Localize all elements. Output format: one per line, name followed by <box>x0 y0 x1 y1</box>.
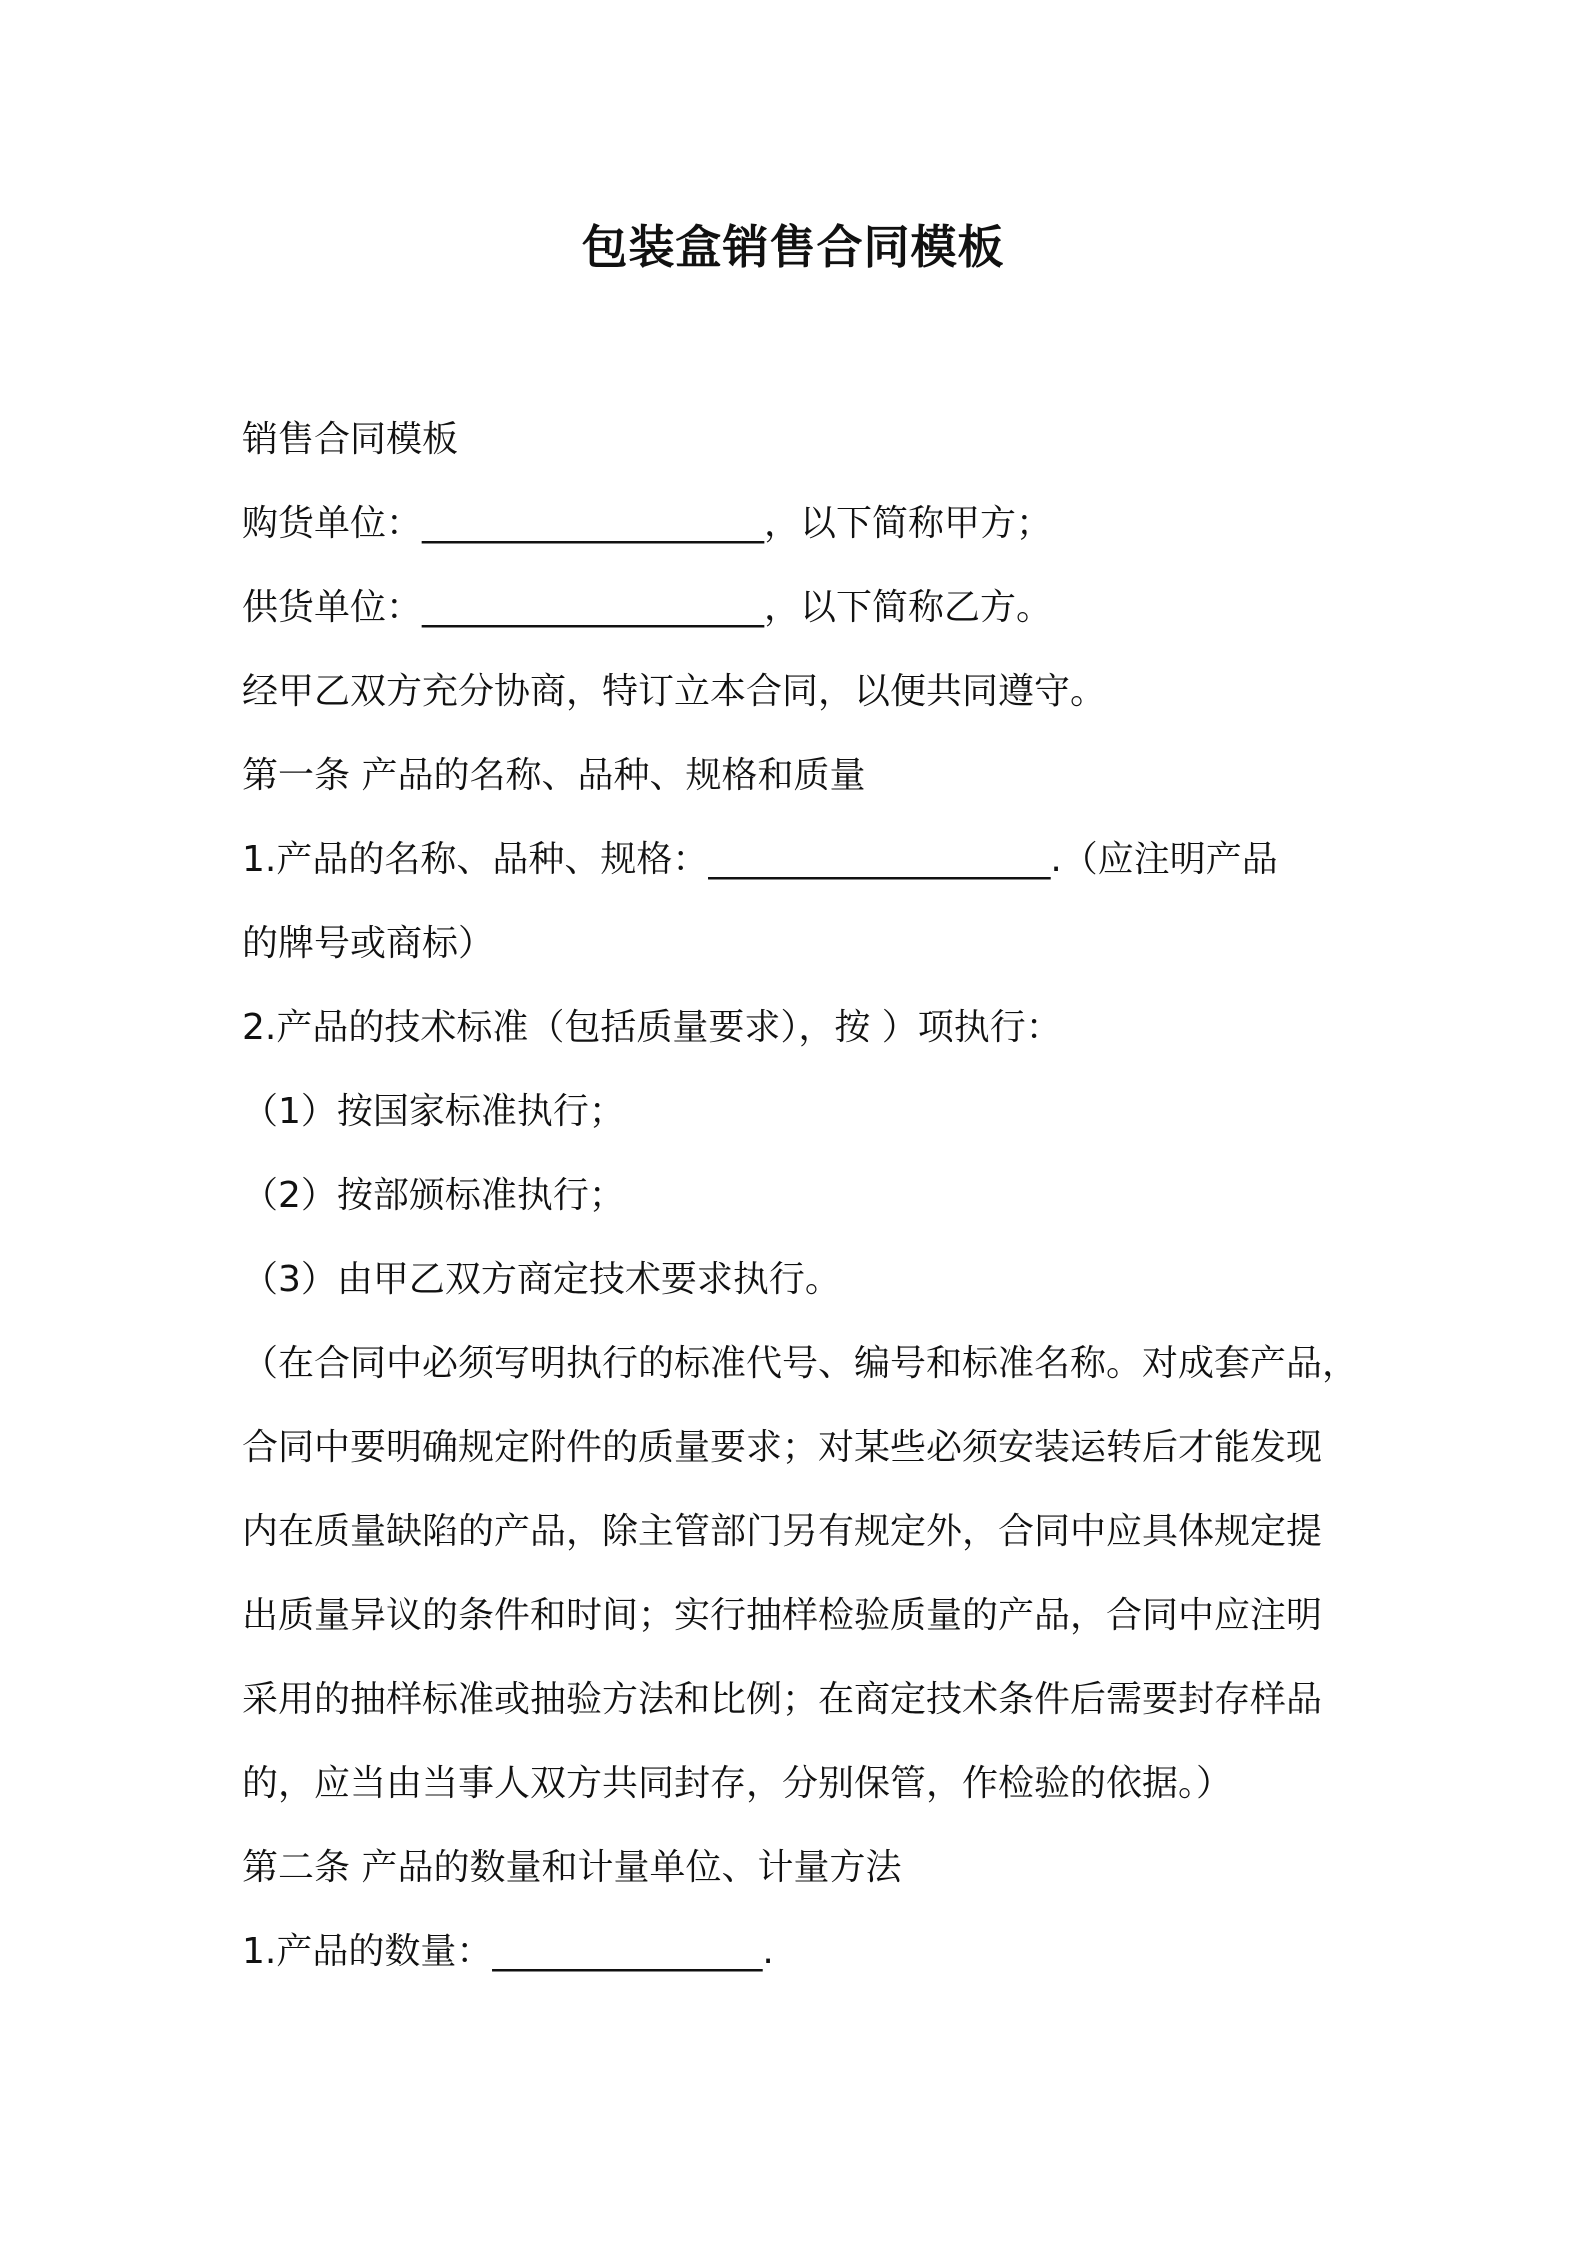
option-2-line: （2）按部颁标准执行； <box>242 1175 625 1216</box>
agreement-line: 经甲乙双方充分协商，特订立本合同，以便共同遵守。 <box>242 671 1107 712</box>
note-line-2: 合同中要明确规定附件的质量要求；对某些必须安装运转后才能发现 <box>242 1427 1323 1468</box>
buyer-line: 购货单位：___________________，以下简称甲方； <box>242 503 1053 544</box>
note-line-5: 采用的抽样标准或抽验方法和比例；在商定技术条件后需要封存样品 <box>242 1679 1323 1720</box>
note-line-1: （在合同中必须写明执行的标准代号、编号和标准名称。对成套产品， <box>242 1343 1359 1384</box>
product-name-line: 1.产品的名称、品种、规格：___________________.（应注明产品 <box>242 839 1278 880</box>
section-heading: 销售合同模板 <box>242 419 459 460</box>
article-2-heading: 第二条 产品的数量和计量单位、计量方法 <box>242 1847 902 1888</box>
option-1-line: （1）按国家标准执行； <box>242 1091 625 1132</box>
technical-standard-line: 2.产品的技术标准（包括质量要求），按 ）项执行： <box>242 1007 1062 1048</box>
quantity-line: 1.产品的数量：_______________. <box>242 1931 774 1972</box>
note-line-3: 内在质量缺陷的产品，除主管部门另有规定外，合同中应具体规定提 <box>242 1511 1323 1552</box>
document-title: 包装盒销售合同模板 <box>581 220 1005 274</box>
note-line-6: 的，应当由当事人双方共同封存，分别保管，作检验的依据。） <box>242 1763 1233 1804</box>
note-line-4: 出质量异议的条件和时间；实行抽样检验质量的产品，合同中应注明 <box>242 1595 1323 1636</box>
option-3-line: （3）由甲乙双方商定技术要求执行。 <box>242 1259 841 1300</box>
product-name-line-cont: 的牌号或商标） <box>242 923 495 964</box>
supplier-line: 供货单位：___________________，以下简称乙方。 <box>242 587 1053 628</box>
article-1-heading: 第一条 产品的名称、品种、规格和质量 <box>242 755 866 796</box>
